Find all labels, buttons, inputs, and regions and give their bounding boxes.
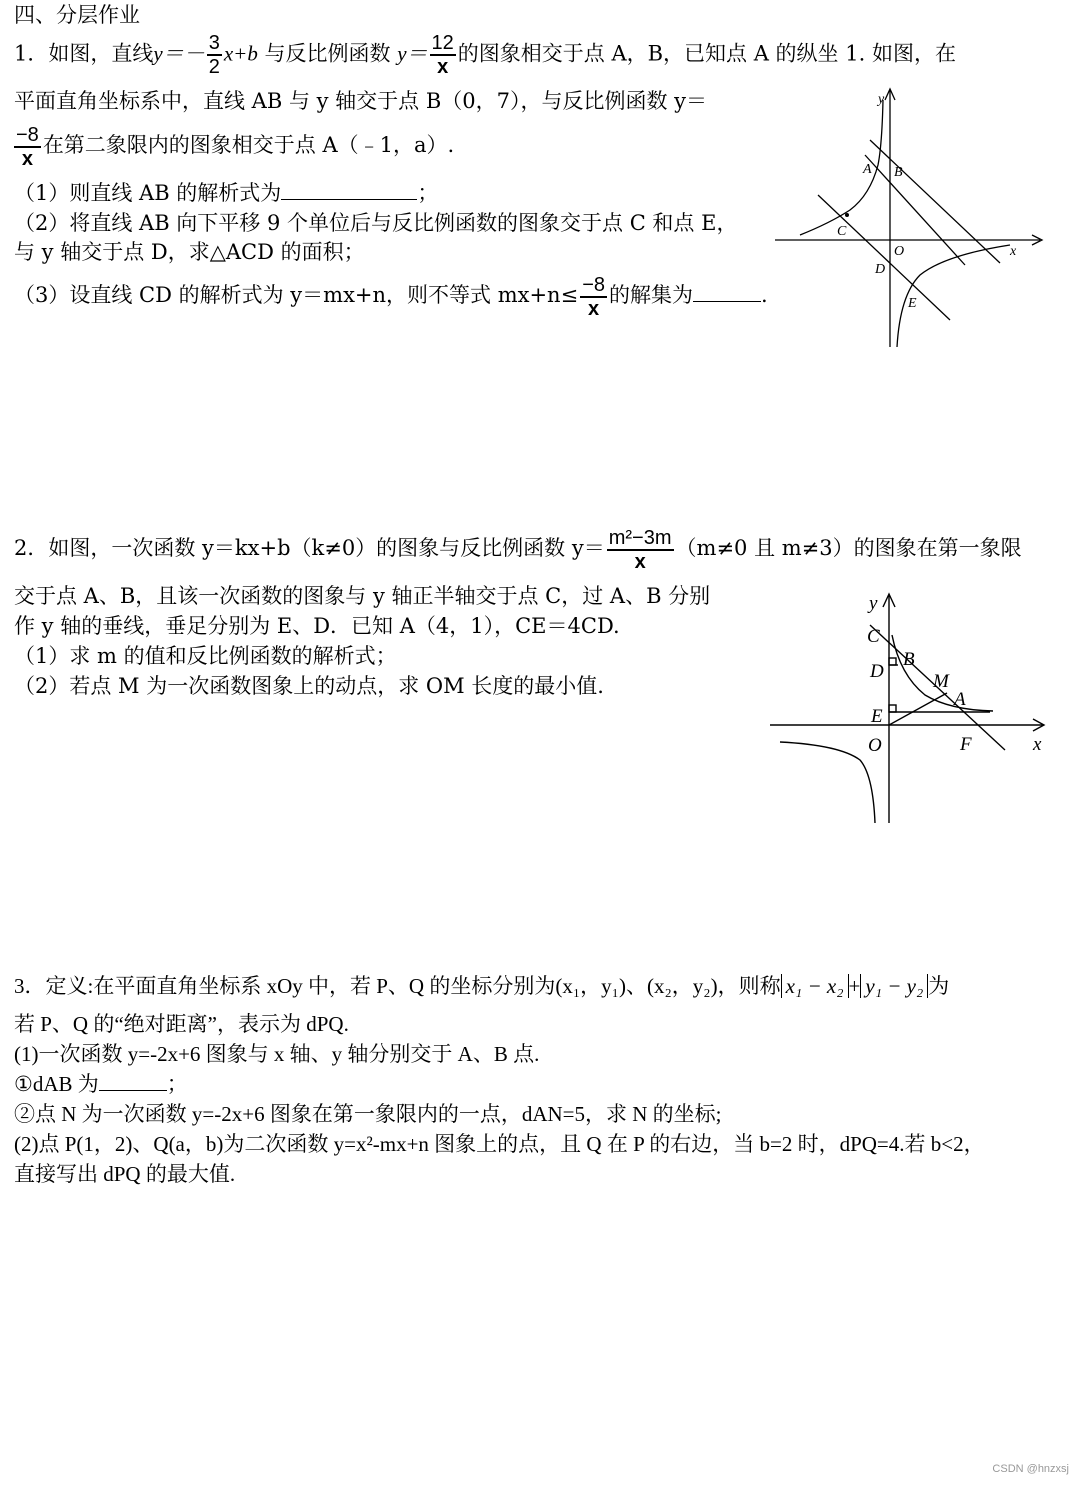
- q2-label-a: A: [954, 689, 966, 710]
- q1-text-c: 与反比例函数: [257, 41, 398, 66]
- q3-abs-x: x₁ − x₂: [781, 974, 849, 998]
- q2-part-2: （2）若点 M 为一次函数图象上的动点，求 OM 长度的最小值.: [14, 674, 604, 698]
- frac-num: 12: [431, 32, 454, 54]
- q3-text-end: ；: [166, 1072, 188, 1096]
- q1-fraction-12-x: [430, 32, 456, 78]
- q2-text-a: 2．如图，一次函数 y＝kx+b（k≠0）的图象与反比例函数 y＝: [14, 536, 605, 560]
- q1-part-2a: （2）将直线 AB 向下平移 9 个单位后与反比例函数的图象交于点 C 和点 E，: [14, 211, 738, 235]
- q1-fraction-3-2: [207, 32, 222, 78]
- q2-label-d: D: [870, 661, 884, 682]
- frac-num: −8: [16, 123, 39, 146]
- q3-line-6: (2)点 P(1，2)、Q(a，b)为二次函数 y=x²-mx+n 图象上的点，且 Q 在 P 的右边，当 b=2 时，dPQ=4.若 b<2，: [14, 1132, 985, 1156]
- footer-watermark: CSDN @hnzxsj: [992, 1463, 1069, 1475]
- q2-figure: [765, 585, 1055, 830]
- q3-text-a: 3．定义:在平面直角坐标系 xOy 中，若 P、Q 的坐标分别为(x₁，y₁)、(x₂，y₂)，则称: [14, 974, 781, 998]
- q2-label-c: C: [867, 626, 880, 647]
- frac-den: 2: [208, 56, 220, 78]
- q2-line-2: 交于点 A、B，且该一次函数的图象与 y 轴正半轴交于点 C，过 A、B 分别: [14, 584, 711, 608]
- q2-right-angle-e: [889, 705, 896, 712]
- q3-line-2: 若 P、Q 的“绝对距离”，表示为 dPQ.: [14, 1012, 349, 1036]
- q2-label-x: x: [1033, 734, 1042, 755]
- q1-label-d: D: [875, 262, 886, 277]
- q1-point-c: [845, 213, 849, 217]
- q1-part-1: [14, 178, 438, 208]
- q1-part-2b: 与 y 轴交于点 D，求△ACD 的面积；: [14, 240, 365, 264]
- q2-label-b: B: [903, 649, 915, 670]
- q3-plus: +: [848, 974, 861, 998]
- q3-text-dab: ①dAB 为: [14, 1072, 99, 1096]
- q2-text-b: （m≠0 且 m≠3）的图象在第一象限: [675, 536, 1022, 560]
- q2-seg-om: [889, 693, 947, 725]
- q1-label-c: C: [837, 224, 847, 239]
- q1-figure: [770, 85, 1060, 350]
- q2-label-f: F: [960, 734, 972, 755]
- q2-hyperbola-q3: [780, 742, 875, 823]
- q1-label-x: x: [1010, 244, 1017, 259]
- q2-right-angle-d: [889, 658, 896, 665]
- q1-label-a: A: [863, 162, 872, 177]
- q2-label-o: O: [868, 735, 882, 756]
- q1-label-e: E: [908, 296, 917, 311]
- frac-den: x: [437, 56, 449, 78]
- q1-part-3-end: .: [761, 283, 768, 307]
- frac-den: x: [588, 297, 600, 320]
- q1-part-1-text: （1）则直线 AB 的解析式为: [14, 181, 282, 205]
- q2-label-y: y: [869, 593, 878, 614]
- q1-answer-blank-3[interactable]: [693, 281, 761, 302]
- q1-line-3-text: 在第二象限内的图象相交于点 A（﹣1，a）.: [42, 133, 455, 157]
- q1-line-2: 平面直角坐标系中，直线 AB 与 y 轴交于点 B（0，7），与反比例函数 y＝: [14, 89, 708, 113]
- q1-text-d: 的图象相交于点 A，B，已知点 A 的纵坐 1. 如图，在: [457, 41, 956, 66]
- frac-num: 3: [208, 32, 220, 54]
- q1-fraction-neg8-x-2: [580, 274, 607, 320]
- q2-line-3: 作 y 轴的垂线，垂足分别为 E、D．已知 A（4，1），CE＝4CD.: [14, 614, 620, 638]
- q2-fraction: [607, 527, 674, 573]
- q1-line-3: [14, 120, 454, 170]
- q1-text-a: 1．如图，直线: [14, 41, 154, 66]
- q1-part-3-text: （3）设直线 CD 的解析式为 y＝mx+n，则不等式 mx+n≤: [14, 283, 579, 307]
- frac-num: −8: [582, 273, 605, 296]
- q1-line-ab: [865, 155, 965, 265]
- q1-part-3: [14, 270, 768, 320]
- q1-line-cd: [818, 195, 950, 320]
- frac-den: x: [634, 550, 646, 573]
- q1-y-eq-2: y＝: [397, 41, 428, 66]
- q3-line-3: (1)一次函数 y=-2x+6 图象与 x 轴、y 轴分别交于 A、B 点.: [14, 1042, 540, 1066]
- q2-label-e: E: [871, 706, 883, 727]
- q2-line-1: [14, 525, 1022, 573]
- frac-num: m²−3m: [608, 526, 672, 549]
- q1-text-b: x+b: [223, 41, 258, 66]
- q3-text-b: 为: [928, 974, 950, 998]
- section-title: 四、分层作业: [14, 3, 140, 27]
- q1-answer-blank-1[interactable]: [281, 179, 417, 200]
- q1-label-o: O: [894, 244, 905, 259]
- q1-label-y: y: [878, 92, 885, 107]
- q1-line-1: [14, 32, 956, 78]
- q3-line-7: 直接写出 dPQ 的最大值.: [14, 1162, 236, 1186]
- q2-part-1: （1）求 m 的值和反比例函数的解析式；: [14, 644, 397, 668]
- q1-fraction-neg8-x: [14, 124, 41, 170]
- q3-line-1: [14, 971, 949, 1001]
- q1-label-b: B: [894, 165, 903, 180]
- q3-abs-y: y₁ − y₂: [860, 974, 928, 998]
- q3-answer-blank[interactable]: [99, 1070, 167, 1091]
- frac-den: x: [21, 147, 33, 170]
- q1-part-1-end: ；: [417, 181, 439, 205]
- q2-label-m: M: [933, 671, 949, 692]
- q3-line-4: [14, 1069, 188, 1099]
- q1-y-eq: y＝－: [153, 41, 205, 66]
- q3-line-5: ②点 N 为一次函数 y=-2x+6 图象在第一象限内的一点，dAN=5，求 N 的坐标;: [14, 1102, 722, 1126]
- q1-part-3-text-b: 的解集为: [609, 283, 693, 307]
